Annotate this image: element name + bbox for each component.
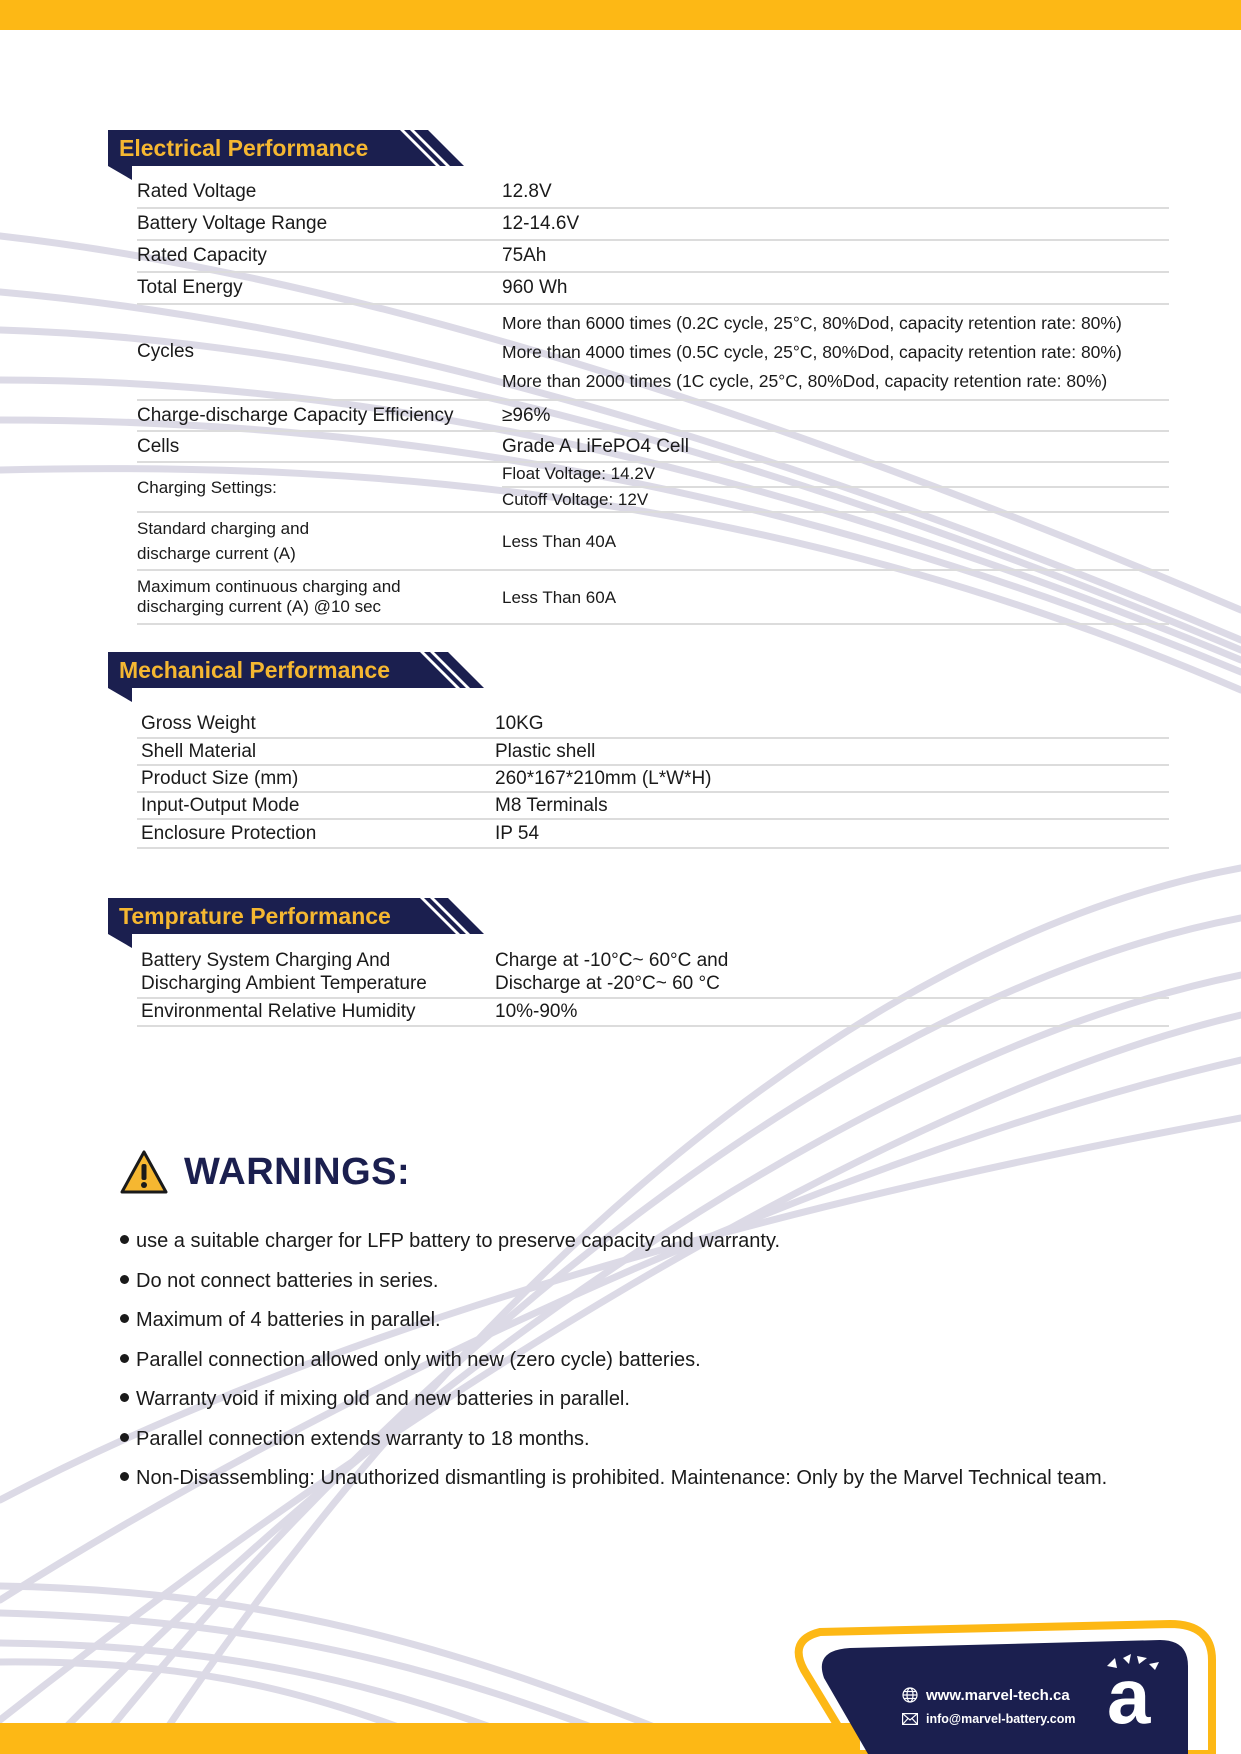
spec-value: M8 Terminals: [495, 794, 608, 816]
spec-value: More than 4000 times (0.5C cycle, 25°C, 80%Dod, capacity retention rate: 80%): [502, 341, 1122, 362]
section-header-mechanical: [108, 652, 478, 688]
table-row: [137, 401, 1169, 432]
list-item: [120, 1380, 1107, 1420]
spec-label: Charge-discharge Capacity Efficiency: [137, 404, 454, 426]
spec-label: Enclosure Protection: [141, 822, 317, 844]
spec-value: More than 6000 times (0.2C cycle, 25°C, 80%Dod, capacity retention rate: 80%): [502, 312, 1122, 333]
warning-text: Non-Disassembling: Unauthorized dismantling is prohibited. Maintenance: Only by the Marvel Technical team.: [136, 1467, 1108, 1489]
spec-label-multiline: [137, 516, 502, 566]
spec-label-line: Standard charging and: [137, 519, 310, 538]
envelope-icon: [902, 1713, 918, 1725]
bullet-icon: [120, 1235, 129, 1244]
table-row: [137, 241, 1169, 273]
logo-letter: a: [1107, 1652, 1151, 1740]
warning-text: Do not connect batteries in series.: [136, 1269, 439, 1292]
spec-label: Shell Material: [141, 740, 257, 762]
fold-corner: [108, 688, 132, 702]
spec-value-line: Charge at -10°C~ 60°C and: [495, 950, 729, 971]
section-header-temperature: [108, 898, 478, 934]
website-link[interactable]: [902, 1683, 1076, 1707]
warning-text: Maximum of 4 batteries in parallel.: [136, 1309, 441, 1331]
bullet-icon: [120, 1393, 129, 1402]
table-row: [137, 766, 1169, 793]
stripes-decoration: [408, 652, 484, 688]
table-row: [137, 820, 1169, 849]
warning-text: Warranty void if mixing old and new batteries in parallel.: [136, 1388, 630, 1410]
table-row: [137, 463, 1169, 513]
list-item: [120, 1341, 1107, 1381]
email-text: info@marvel-battery.com: [926, 1712, 1076, 1726]
fold-corner: [108, 934, 132, 948]
email-link[interactable]: [902, 1707, 1076, 1731]
fold-corner: [108, 166, 132, 180]
list-item: [120, 1262, 1107, 1302]
top-brand-band: [0, 0, 1241, 30]
spec-label: Rated Capacity: [137, 245, 267, 266]
warning-text: use a suitable charger for LFP battery to preserve capacity and warranty.: [136, 1230, 781, 1252]
spec-label: Battery Voltage Range: [137, 213, 328, 234]
temperature-spec-table: [137, 947, 1169, 1027]
list-item: [120, 1222, 1107, 1262]
table-row: [137, 947, 1169, 999]
spec-value: Less Than 60A: [502, 587, 617, 607]
list-item: [120, 1301, 1107, 1341]
spec-label: Cycles: [137, 341, 195, 362]
spec-label-line: Maximum continuous charging and: [137, 577, 401, 596]
warning-triangle-icon: [120, 1150, 168, 1194]
mechanical-spec-table: [137, 711, 1169, 849]
table-row: [137, 571, 1169, 625]
spec-label-line: Battery System Charging And: [141, 950, 391, 971]
warning-text: Parallel connection extends warranty to 18 months.: [136, 1427, 590, 1450]
section-title: Mechanical Performance: [108, 652, 420, 688]
stripes-decoration: [388, 130, 464, 166]
spec-value: Plastic shell: [495, 740, 596, 762]
spec-label: Input-Output Mode: [141, 794, 300, 816]
spec-value-group: [502, 309, 1169, 396]
bullet-icon: [120, 1472, 129, 1481]
spec-label-line: discharging current (A) @10 sec: [137, 597, 382, 616]
table-row: [137, 999, 1169, 1027]
stripes-decoration: [408, 898, 484, 934]
website-text: www.marvel-tech.ca: [926, 1686, 1070, 1704]
brand-logo: [1105, 1652, 1165, 1740]
spec-value: IP 54: [495, 822, 540, 844]
spec-label-multiline: [137, 949, 495, 995]
table-row: [137, 739, 1169, 766]
spec-label: Product Size (mm): [141, 767, 299, 789]
spec-value: ≥96%: [502, 404, 551, 426]
section-header-electrical: [108, 130, 458, 166]
spec-label: Cells: [137, 435, 180, 457]
section-title: Electrical Performance: [108, 130, 400, 166]
spec-value: 10%-90%: [495, 1001, 578, 1022]
footer-contact-panel: [790, 1610, 1241, 1754]
spec-value: More than 2000 times (1C cycle, 25°C, 80%Dod, capacity retention rate: 80%): [502, 370, 1108, 391]
table-row: [137, 305, 1169, 401]
spec-value: Grade A LiFePO4 Cell: [502, 435, 689, 457]
table-row: [137, 432, 1169, 463]
spec-label-multiline: [137, 577, 502, 617]
spec-value: 260*167*210mm (L*W*H): [495, 767, 712, 789]
spec-value-group: [502, 462, 1169, 512]
spec-value: 10KG: [495, 713, 544, 734]
warning-text: Parallel connection allowed only with new (zero cycle) batteries.: [136, 1348, 701, 1371]
table-row: [137, 513, 1169, 571]
bullet-icon: [120, 1314, 129, 1323]
table-row: [137, 273, 1169, 305]
footer-contact: [902, 1683, 1076, 1731]
bullet-icon: [120, 1433, 129, 1442]
spec-label-line: Discharging Ambient Temperature: [141, 973, 427, 994]
spec-value: Cutoff Voltage: 12V: [502, 490, 649, 509]
bullet-icon: [120, 1354, 129, 1363]
bottom-brand-band: [0, 1723, 860, 1754]
list-item: [120, 1420, 1107, 1460]
table-row: [137, 711, 1169, 739]
bullet-icon: [120, 1275, 129, 1284]
spec-label: Charging Settings:: [137, 477, 277, 497]
spec-label: Total Energy: [137, 277, 243, 298]
section-title: Temprature Performance: [108, 898, 420, 934]
spec-label-line: discharge current (A): [137, 544, 296, 563]
spec-value-line: Discharge at -20°C~ 60 °C: [495, 973, 720, 994]
spec-label: Environmental Relative Humidity: [141, 1001, 416, 1022]
spec-value-multiline: [495, 949, 1169, 995]
globe-icon: [902, 1687, 918, 1703]
spec-value: 960 Wh: [502, 277, 568, 298]
table-row: [137, 209, 1169, 241]
spec-value: 75Ah: [502, 245, 547, 266]
spec-value: Less Than 40A: [502, 531, 617, 551]
list-item: [120, 1459, 1107, 1499]
spec-label: Rated Voltage: [137, 181, 257, 202]
spec-label: Gross Weight: [141, 713, 256, 734]
spec-value: 12-14.6V: [502, 213, 580, 234]
table-row: [137, 177, 1169, 209]
electrical-spec-table: [137, 177, 1169, 625]
spec-value: 12.8V: [502, 181, 552, 202]
spec-value: Float Voltage: 14.2V: [502, 462, 1169, 488]
warnings-title: WARNINGS:: [184, 1150, 411, 1193]
warnings-list: [120, 1222, 1107, 1499]
table-row: [137, 793, 1169, 820]
warnings-heading: [120, 1150, 410, 1194]
